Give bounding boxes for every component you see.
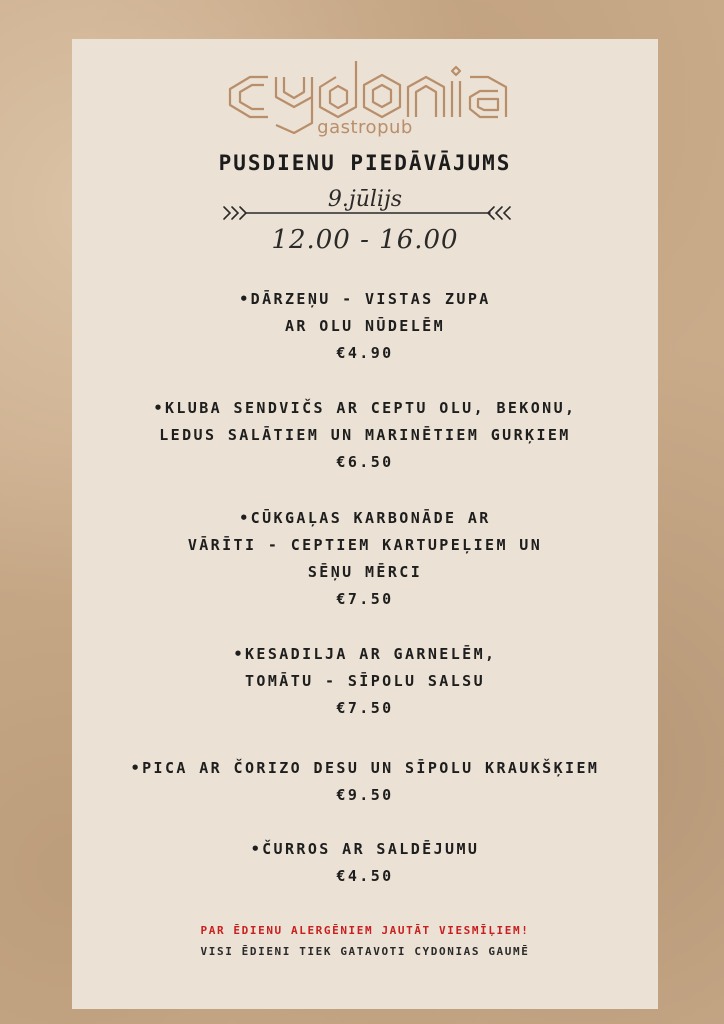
item-line: •CŪKGAĻAS KARBONĀDE AR (239, 509, 491, 527)
item-line: SĒŅU MĒRCI (307, 563, 423, 581)
item-line: TOMĀTU - SĪPOLU SALSU (244, 672, 486, 690)
item-price: €4.50 (336, 867, 394, 885)
item-line: VĀRĪTI - CEPTIEM KARTUPEĻIEM UN (187, 536, 543, 554)
item-price: €7.50 (336, 590, 394, 608)
menu-item-pizza (72, 755, 658, 809)
menu-date: 9.jūlijs (327, 187, 403, 212)
menu-item-pork-chop (72, 505, 658, 613)
house-style-note: VISI ĒDIENI TIEK GATAVOTI CYDONIAS GAUMĒ (200, 945, 530, 958)
item-price: €4.90 (336, 344, 394, 362)
menu-sheet (72, 39, 658, 1009)
item-price: €6.50 (336, 453, 394, 471)
menu-item-soup (72, 286, 658, 367)
item-price: €7.50 (336, 699, 394, 717)
item-line: LEDUS SALĀTIEM UN MARINĒTIEM GURĶIEM (159, 426, 571, 444)
serving-hours: 12.00 - 16.00 (271, 225, 459, 255)
item-price: €9.50 (336, 786, 394, 804)
item-line: •ČURROS AR SALDĒJUMU (250, 840, 480, 858)
menu-item-quesadilla (72, 641, 658, 722)
item-line: •KESADILJA AR GARNELĒM, (233, 645, 497, 663)
menu-item-churros (72, 836, 658, 890)
brand-tagline: gastropub (317, 117, 413, 138)
allergen-note: PAR ĒDIENU ALERGĒNIEM JAUTĀT VIESMĪĻIEM! (200, 924, 530, 937)
item-line: •DĀRZEŅU - VISTAS ZUPA (239, 290, 491, 308)
item-line: •PICA AR ČORIZO DESU UN SĪPOLU KRAUKŠĶIEM (130, 759, 600, 777)
page-title: PUSDIENU PIEDĀVĀJUMS (218, 151, 512, 175)
item-line: AR OLU NŪDELĒM (284, 317, 446, 335)
menu-item-club-sandwich (72, 395, 658, 476)
item-line: •KLUBA SENDVIČS AR CEPTU OLU, BEKONU, (153, 399, 577, 417)
